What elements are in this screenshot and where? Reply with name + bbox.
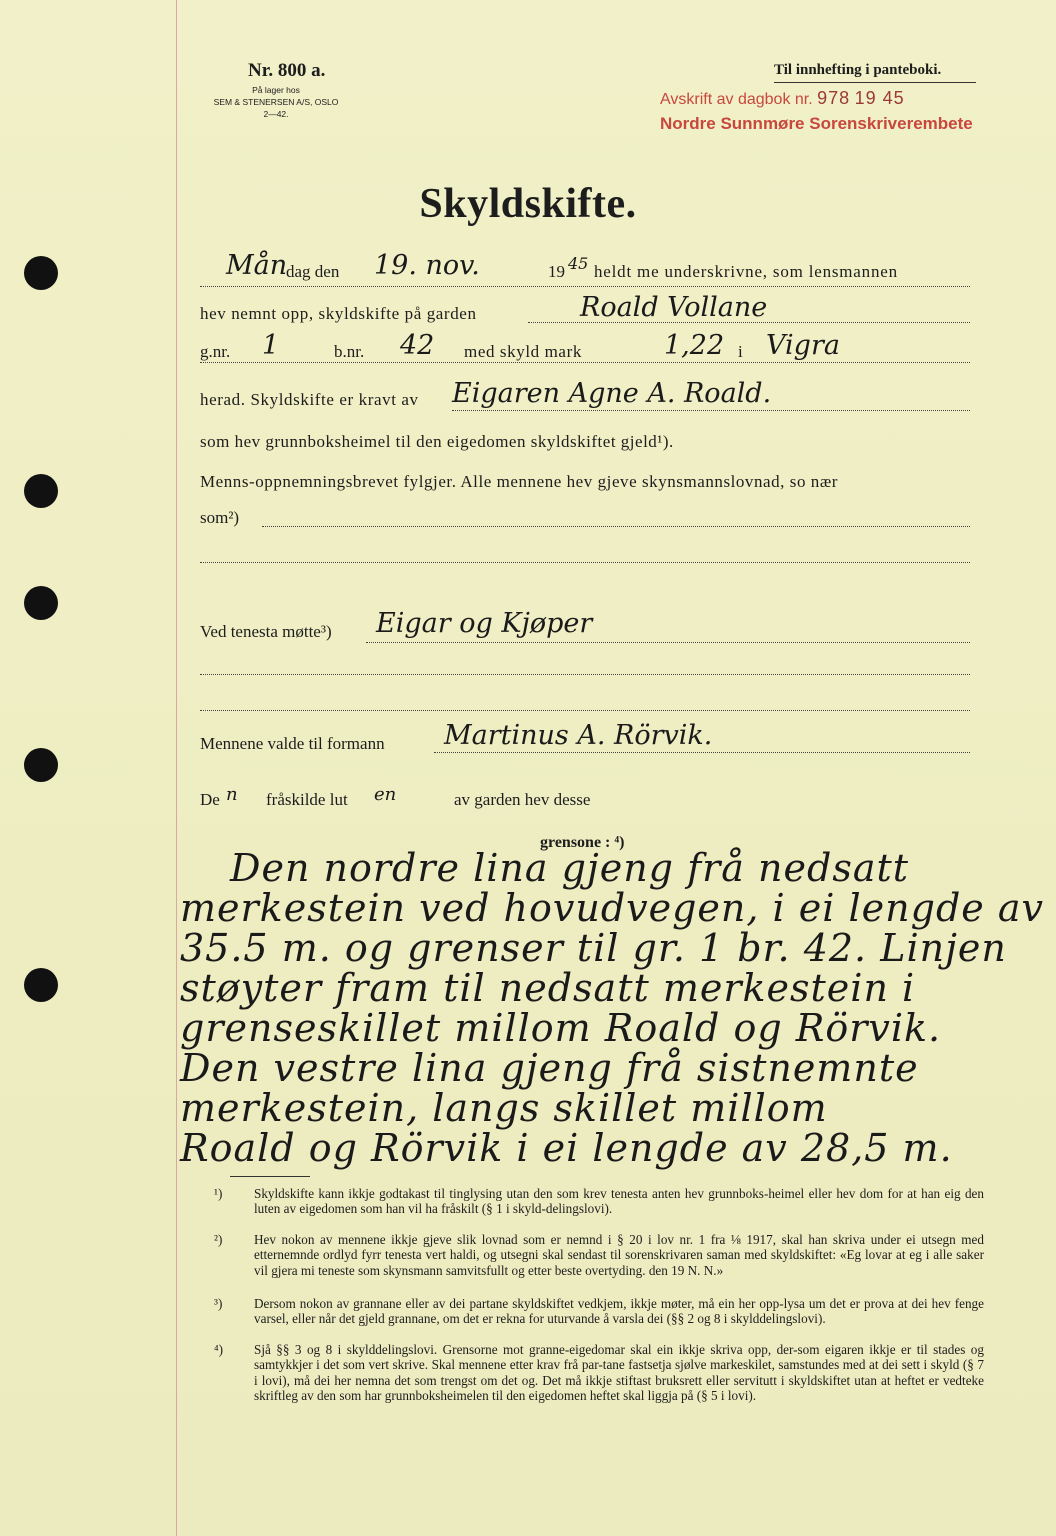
punch-hole — [24, 748, 58, 782]
hand-farm-name: Roald Vollane — [580, 292, 768, 323]
row7-rule — [262, 526, 970, 527]
form-number: Nr. 800 a. — [248, 60, 326, 81]
row3-rule — [200, 362, 970, 363]
hand-attended: Eigar og Kjøper — [376, 608, 593, 639]
punch-hole — [24, 968, 58, 1002]
hand-chairman: Martinus A. Rörvik. — [444, 720, 713, 751]
boundary-line: grenseskillet millom Roald og Rörvik. — [180, 1006, 942, 1050]
row2-label: hev nemnt opp, skyldskifte på garden — [200, 304, 477, 323]
grensone-heading: grensone : ⁴) — [540, 834, 625, 851]
footnote-4: ⁴) Sjå §§ 3 og 8 i skylddelingslovi. Grensorne mot granne-eigedomar skal ein ikkje skriva opp, der-som eigaren ikkje er til stades og samtykkjer i det som vert skrive. Skal mennene etter krav frå par-tane fastsetja sjølve markeskilet, samstundes med at dei sett i skyld (§ 7 i lovi), må dei her nemna det som trengst om det og. Det må ikkje stiftast bruksrett eller servitutt i skyldskiftet utan at heftet er vedteke skriftleg av den som har grunnboksheimelen til den eigedomen heftet skal liggja på (§ 5 i lovi). — [214, 1342, 984, 1403]
hand-gnr: 1 — [262, 330, 280, 361]
row4-label: herad. Skyldskifte er kravt av — [200, 390, 419, 409]
hand-bnr: 42 — [400, 330, 435, 361]
row7-label: som²) — [200, 508, 240, 527]
blank-rule-3 — [200, 710, 970, 711]
binding-note-underline — [774, 82, 976, 83]
footnote-divider — [230, 1176, 310, 1177]
boundary-line: Den vestre lina gjeng frå sistnemnte — [180, 1046, 919, 1090]
hand-claimant: Eigaren Agne A. Roald. — [452, 378, 772, 409]
row10-text: av garden hev desse — [454, 790, 591, 809]
binding-note: Til innhefting i panteboki. — [774, 62, 942, 78]
row9-rule — [434, 752, 970, 753]
row1-rule — [200, 286, 970, 287]
row10-lut: fråskilde lut — [266, 790, 348, 809]
row10-de: De — [200, 790, 220, 809]
hand-de-suffix: n — [226, 784, 238, 805]
hand-lut-suffix: en — [374, 784, 397, 805]
hand-herad: Vigra — [766, 330, 840, 361]
printer-imprint: På lager hos SEM & STENERSEN A/S, OSLO 2—42. — [213, 85, 339, 119]
blank-rule-1 — [200, 562, 970, 563]
punch-hole — [24, 586, 58, 620]
footnote-2: ²) Hev nokon av mennene ikkje gjeve slik lovnad som er nemnd i § 20 i lov nr. 1 fra ⅛ 1917, skal han skriva under ei utsegn med etternemnde ordlyd fyrr tenesta vert haldi, og utsegni skal sendast til sorenskrivaren saman med skyldskiftet: «Eg lovar at eg i alle saker vil gjera mi teneste som skynsmann samvitsfullt og etter beste overtyding. den 19 N. N.» — [214, 1232, 984, 1278]
journal-stamp: Avskrift av dagbok nr. 978 19 45 — [660, 88, 905, 108]
row2-rule — [528, 322, 970, 323]
blank-rule-2 — [200, 674, 970, 675]
row9-label: Mennene valde til formann — [200, 734, 385, 753]
boundary-line: 35.5 m. og grenser til gr. 1 br. 42. Linjen — [180, 926, 1007, 970]
punch-hole — [24, 474, 58, 508]
office-stamp: Nordre Sunnmøre Sorenskriverembete — [660, 114, 973, 133]
row3-i: i — [738, 342, 743, 361]
row1-text: heldt me underskrivne, som lensmannen — [594, 262, 898, 281]
row1-label-dag: dag den — [286, 262, 340, 281]
hand-year-suffix: 45 — [568, 254, 589, 273]
row8-rule — [366, 642, 970, 643]
row5-text: som hev grunnboksheimel til den eigedomen skyldskiftet gjeld¹). — [200, 432, 674, 451]
boundary-line: merkestein, langs skillet millom — [180, 1086, 828, 1130]
boundary-line: Den nordre lina gjeng frå nedsatt — [230, 846, 910, 890]
document-title: Skyldskifte. — [419, 181, 637, 227]
row6-text: Menns-oppnemningsbrevet fylgjer. Alle mennene hev gjeve skynsmannslovnad, so nær — [200, 472, 838, 491]
row3-skyld-label: med skyld mark — [464, 342, 582, 361]
boundary-line: Roald og Rörvik i ei lengde av 28,5 m. — [180, 1126, 953, 1170]
row4-rule — [452, 410, 970, 411]
hand-skyld: 1,22 — [664, 330, 725, 361]
boundary-line: støyter fram til nedsatt merkestein i — [180, 966, 916, 1010]
punch-hole — [24, 256, 58, 290]
hand-date: 19. nov. — [374, 250, 480, 281]
hand-weekday: Mån — [226, 250, 288, 281]
footnote-3: ³) Dersom nokon av grannane eller av dei partane skyldskiftet vedkjem, ikkje møter, må ein her opp-lysa um det er prova at dei hev fenge varsel, eller når det gjeld grannane, om det er rekna for uturvande å varsla dei (§§ 2 og 8 i skylddelingslovi). — [214, 1296, 984, 1327]
boundary-line: merkestein ved hovudvegen, i ei lengde av — [180, 886, 1044, 930]
row1-century: 19 — [548, 262, 565, 281]
row3-gnr-label: g.nr. — [200, 342, 231, 361]
margin-line — [176, 0, 177, 1536]
row3-bnr-label: b.nr. — [334, 342, 365, 361]
footnote-1: ¹) Skyldskifte kann ikkje godtakast til tinglysing utan den som krev tenesta anten hev grunnboks-heimel eller hev dom for at han eig den luten av eigedomen som han vil ha fråskilt (§ 1 i skyld-delingslovi). — [214, 1186, 984, 1217]
row8-label: Ved tenesta møtte³) — [200, 622, 332, 641]
